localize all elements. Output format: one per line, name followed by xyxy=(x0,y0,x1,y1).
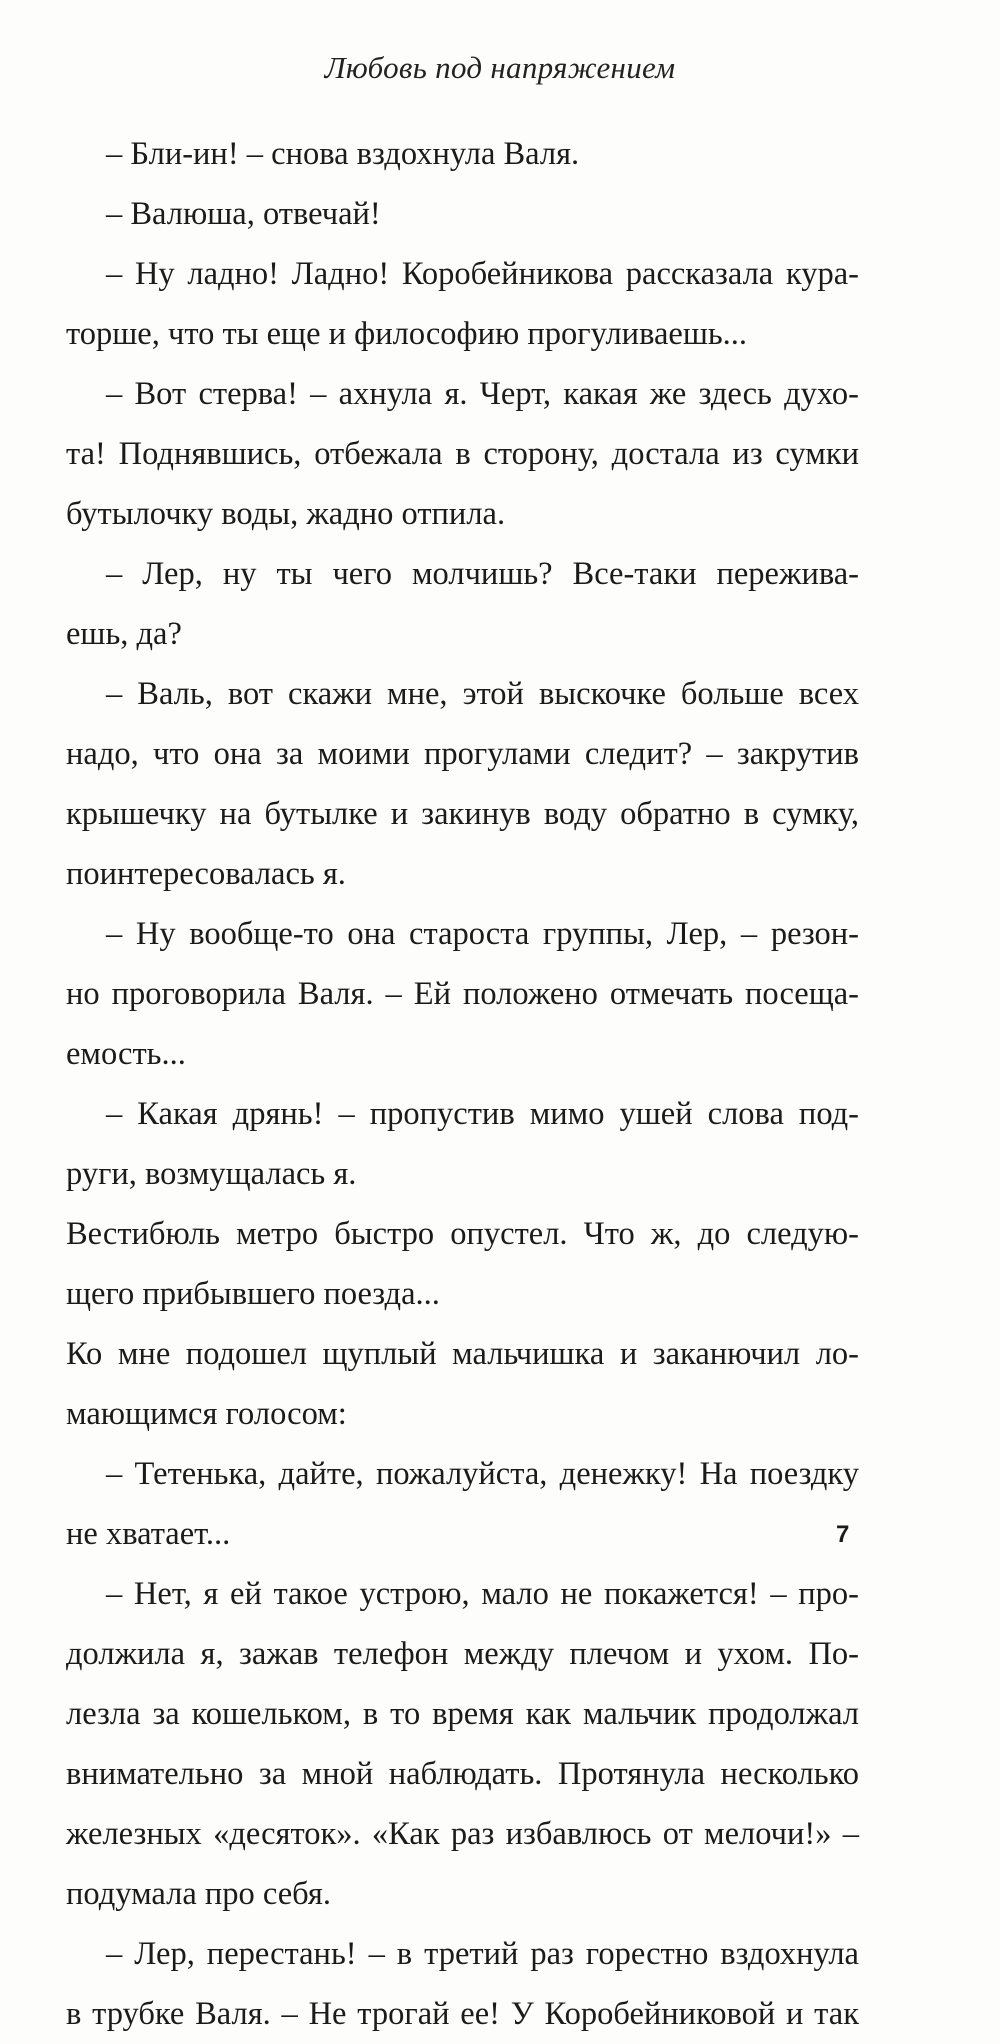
text-line: крышечку на бутылке и закинув воду обратно в сумку, xyxy=(66,796,859,832)
text-line: поинтересовалась я. xyxy=(66,856,346,892)
text-line: Ко мне подошел щуплый мальчишка и заканючил ло- xyxy=(66,1336,859,1372)
text-line: щего прибывшего поезда... xyxy=(66,1276,440,1312)
text-line: Вестибюль метро быстро опустел. Что ж, до следую- xyxy=(66,1216,859,1252)
text-line: мающимся голосом: xyxy=(66,1396,347,1432)
page-number: 7 xyxy=(836,1521,850,1548)
text-line: в трубке Валя. – Не трогай ее! У Коробейниковой и так xyxy=(66,1996,859,2032)
text-line: – Бли-ин! – снова вздохнула Валя. xyxy=(106,136,580,172)
text-line: – Ну вообще-то она староста группы, Лер, – резон- xyxy=(106,916,859,952)
text-line: бутылочку воды, жадно отпила. xyxy=(66,496,506,532)
text-line: емость... xyxy=(66,1036,186,1072)
text-line: – Валюша, отвечай! xyxy=(106,196,381,232)
text-line: – Лер, ну ты чего молчишь? Все-таки пережива- xyxy=(106,556,859,592)
text-line: надо, что она за моими прогулами следит? – закрутив xyxy=(66,736,859,772)
text-line: внимательно за мной наблюдать. Протянула несколько xyxy=(66,1756,859,1792)
text-line: – Ну ладно! Ладно! Коробейникова рассказала кура- xyxy=(106,256,859,292)
text-line: – Валь, вот скажи мне, этой выскочке больше всех xyxy=(106,676,859,712)
text-line: – Тетенька, дайте, пожалуйста, денежку! На поездку xyxy=(106,1456,859,1492)
text-line: – Вот стерва! – ахнула я. Черт, какая же здесь духо- xyxy=(106,376,859,412)
text-line: но проговорила Валя. – Ей положено отмечать посеща- xyxy=(66,976,859,1012)
text-line: лезла за кошельком, в то время как мальчик продолжал xyxy=(66,1696,859,1732)
text-line: не хватает... xyxy=(66,1516,231,1552)
text-line: – Нет, я ей такое устрою, мало не покажется! – про- xyxy=(106,1576,859,1612)
text-line: – Лер, перестань! – в третий раз горестно вздохнула xyxy=(106,1936,859,1972)
page-body xyxy=(66,124,859,2044)
text-line: торше, что ты еще и философию прогуливаешь... xyxy=(66,316,748,352)
text-line: – Какая дрянь! – пропустив мимо ушей слова под- xyxy=(106,1096,859,1132)
text-line: ешь, да? xyxy=(66,616,182,652)
text-line: должила я, зажав телефон между плечом и ухом. По- xyxy=(66,1636,859,1672)
text-line: руги, возмущалась я. xyxy=(66,1156,357,1192)
text-line: та! Поднявшись, отбежала в сторону, достала из сумки xyxy=(66,436,859,472)
text-line: подумала про себя. xyxy=(66,1876,331,1912)
text-line: железных «десяток». «Как раз избавлюсь от мелочи!» – xyxy=(66,1816,859,1852)
running-title: Любовь под напряжением xyxy=(324,50,676,85)
